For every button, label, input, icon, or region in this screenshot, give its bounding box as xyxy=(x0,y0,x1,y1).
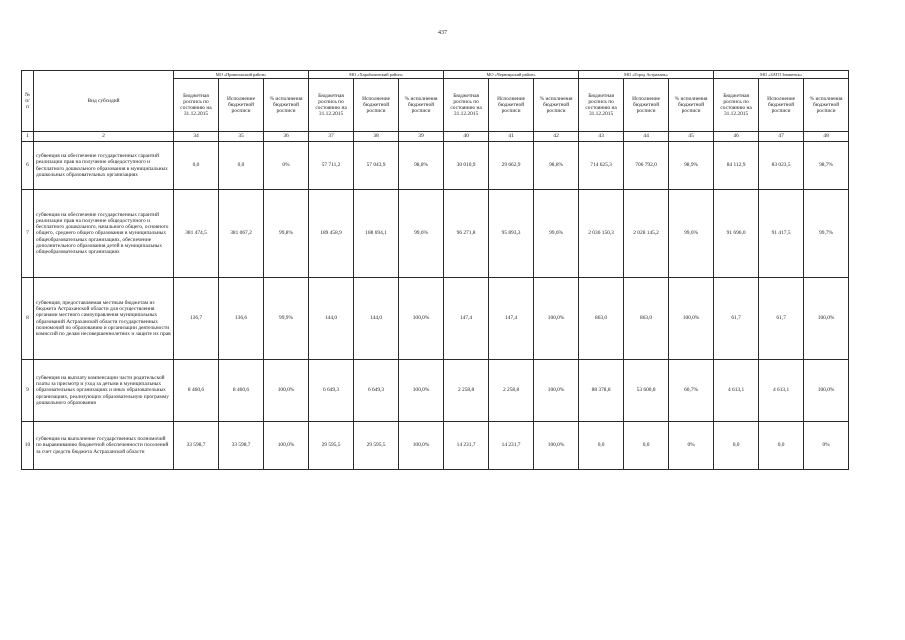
column-number: 38 xyxy=(354,132,399,142)
column-number: 47 xyxy=(759,132,804,142)
budget-value: 863,0 xyxy=(579,278,624,360)
execution-header: Исполнение бюджетной росписи xyxy=(759,79,804,132)
execution-value: 33 598,7 xyxy=(219,422,264,470)
subsidy-description: субвенция на выплату компенсации части родительской платы за присмотр и уход за детьми в муниципальных образовательных организациях и иных образовательных организациях, реализующих образовательную программу дошкольного образования xyxy=(34,360,174,422)
column-number: 39 xyxy=(399,132,444,142)
budget-value: 57 711,2 xyxy=(309,142,354,190)
row-number: 8 xyxy=(22,278,34,360)
execution-value: 57 043,9 xyxy=(354,142,399,190)
percent-value: 98,9% xyxy=(669,142,714,190)
execution-value: 14 231,7 xyxy=(489,422,534,470)
percent-value: 0% xyxy=(264,142,309,190)
table-row xyxy=(22,142,849,190)
row-number: 6 xyxy=(22,142,34,190)
column-number: 48 xyxy=(804,132,849,142)
execution-value: 0,0 xyxy=(624,422,669,470)
execution-value: 6 649,3 xyxy=(354,360,399,422)
subsidy-description: субвенция на обеспечение государственных гарантий реализации прав на получение общедоступного и бесплатного дошкольного образования в муниципальных дошкольных образовательных организациях xyxy=(34,142,174,190)
execution-value: 706 792,0 xyxy=(624,142,669,190)
percent-value: 100,0% xyxy=(534,278,579,360)
column-number: 44 xyxy=(624,132,669,142)
budget-value: 91 696,0 xyxy=(714,190,759,278)
column-number: 1 xyxy=(22,132,34,142)
region-header: МО «Город Астрахань» xyxy=(579,71,714,79)
column-number: 34 xyxy=(174,132,219,142)
execution-value: 61,7 xyxy=(759,278,804,360)
column-number: 46 xyxy=(714,132,759,142)
execution-value: 381 067,2 xyxy=(219,190,264,278)
budget-value: 189 458,9 xyxy=(309,190,354,278)
row-number: 7 xyxy=(22,190,34,278)
budget-value: 0,0 xyxy=(579,422,624,470)
percent-value: 0% xyxy=(804,422,849,470)
column-number: 43 xyxy=(579,132,624,142)
column-number: 37 xyxy=(309,132,354,142)
budget-value: 84 112,9 xyxy=(714,142,759,190)
row-number: 9 xyxy=(22,360,34,422)
execution-value: 0,0 xyxy=(759,422,804,470)
column-number: 35 xyxy=(219,132,264,142)
column-number: 2 xyxy=(34,132,174,142)
subsidy-description: субвенция на обеспечение государственных гарантий реализации прав на получение общедоступного и бесплатного дошкольного, начального общего, основного общего, среднего общего образования в муниципальных общеобразовательных организациях, обеспечение дополнительного образования детей в муниципальных общеобразовательных организациях xyxy=(34,190,174,278)
percent-value: 100,0% xyxy=(399,278,444,360)
table-row xyxy=(22,422,849,470)
percent-value: 100,0% xyxy=(534,422,579,470)
execution-header: Исполнение бюджетной росписи xyxy=(489,79,534,132)
row-number: 10 xyxy=(22,422,34,470)
budget-value: 714 625,3 xyxy=(579,142,624,190)
subsidy-type-header: Вид субсидий xyxy=(34,71,174,132)
region-header: МО «Приволжский район» xyxy=(174,71,309,79)
percent-value: 99,6% xyxy=(534,190,579,278)
execution-header: Исполнение бюджетной росписи xyxy=(354,79,399,132)
percent-header: % исполнения бюджетной росписи xyxy=(399,79,444,132)
column-number: 45 xyxy=(669,132,714,142)
table-row xyxy=(22,190,849,278)
budget-value: 144,0 xyxy=(309,278,354,360)
page-number: 437 xyxy=(438,30,447,36)
percent-value: 100,0% xyxy=(534,360,579,422)
column-number: 36 xyxy=(264,132,309,142)
budget-value: 0,0 xyxy=(174,142,219,190)
percent-value: 99,9% xyxy=(264,278,309,360)
percent-value: 98,8% xyxy=(399,142,444,190)
execution-value: 29 595,5 xyxy=(354,422,399,470)
budget-value: 88 378,8 xyxy=(579,360,624,422)
budget-value: 2 036 150,3 xyxy=(579,190,624,278)
execution-value: 147,4 xyxy=(489,278,534,360)
column-number: 41 xyxy=(489,132,534,142)
region-header: МО «Черноярский район» xyxy=(444,71,579,79)
budget-header: Бюджетная роспись по состоянию на 31.12.2015 xyxy=(579,79,624,132)
budget-value: 14 231,7 xyxy=(444,422,489,470)
budget-value: 6 649,3 xyxy=(309,360,354,422)
percent-value: 100,0% xyxy=(804,278,849,360)
percent-header: % исполнения бюджетной росписи xyxy=(534,79,579,132)
subsidy-table xyxy=(21,70,849,470)
column-number-row xyxy=(22,132,849,142)
table-row xyxy=(22,360,849,422)
percent-value: 60,7% xyxy=(669,360,714,422)
budget-value: 61,7 xyxy=(714,278,759,360)
column-number: 42 xyxy=(534,132,579,142)
percent-value: 99,6% xyxy=(399,190,444,278)
budget-value: 0,0 xyxy=(714,422,759,470)
execution-value: 29 662,9 xyxy=(489,142,534,190)
execution-value: 188 694,1 xyxy=(354,190,399,278)
percent-value: 100,0% xyxy=(399,360,444,422)
percent-value: 100,0% xyxy=(264,360,309,422)
percent-header: % исполнения бюджетной росписи xyxy=(804,79,849,132)
percent-value: 0% xyxy=(669,422,714,470)
execution-value: 4 613,1 xyxy=(759,360,804,422)
percent-value: 100,0% xyxy=(669,278,714,360)
budget-value: 33 598,7 xyxy=(174,422,219,470)
budget-header: Бюджетная роспись по состоянию на 31.12.2015 xyxy=(309,79,354,132)
percent-value: 100,0% xyxy=(264,422,309,470)
execution-value: 863,0 xyxy=(624,278,669,360)
table-row xyxy=(22,278,849,360)
execution-value: 2 028 145,2 xyxy=(624,190,669,278)
subsidy-description: субвенция на выполнение государственных полномочий по выравниванию бюджетной обеспеченности поселений за счет средств бюджета Астраханской области xyxy=(34,422,174,470)
percent-header: % исполнения бюджетной росписи xyxy=(264,79,309,132)
percent-value: 99,6% xyxy=(669,190,714,278)
row-number-header: № п/п xyxy=(22,71,34,132)
execution-value: 83 023,5 xyxy=(759,142,804,190)
percent-value: 99,8% xyxy=(264,190,309,278)
execution-value: 53 600,8 xyxy=(624,360,669,422)
region-header: МО «ЗАТО Знаменск» xyxy=(714,71,849,79)
budget-value: 29 595,5 xyxy=(309,422,354,470)
budget-value: 381 474,5 xyxy=(174,190,219,278)
budget-value: 147,4 xyxy=(444,278,489,360)
execution-value: 95 893,3 xyxy=(489,190,534,278)
region-header: МО «Харабалинский район» xyxy=(309,71,444,79)
percent-value: 99,7% xyxy=(804,190,849,278)
budget-value: 4 613,1 xyxy=(714,360,759,422)
budget-header: Бюджетная роспись по состоянию на 31.12.2015 xyxy=(174,79,219,132)
budget-value: 30 010,9 xyxy=(444,142,489,190)
percent-value: 100,0% xyxy=(804,360,849,422)
percent-header: % исполнения бюджетной росписи xyxy=(669,79,714,132)
execution-value: 136,6 xyxy=(219,278,264,360)
execution-value: 2 258,8 xyxy=(489,360,534,422)
execution-value: 91 417,5 xyxy=(759,190,804,278)
execution-value: 144,0 xyxy=(354,278,399,360)
region-header-row xyxy=(22,71,849,79)
budget-value: 8 460,6 xyxy=(174,360,219,422)
percent-value: 98,7% xyxy=(804,142,849,190)
execution-value: 8 460,6 xyxy=(219,360,264,422)
subsidy-description: субвенция, предоставляемая местным бюджетам из бюджета Астраханской области для осуществления органами местного самоуправления муниципальных образований Астраханской области государственных полномочий по образованию и организации деятельности комиссий по делам несовершеннолетних и защите их прав xyxy=(34,278,174,360)
budget-value: 96 271,8 xyxy=(444,190,489,278)
percent-value: 100,0% xyxy=(399,422,444,470)
budget-value: 136,7 xyxy=(174,278,219,360)
execution-header: Исполнение бюджетной росписи xyxy=(219,79,264,132)
execution-value: 0,0 xyxy=(219,142,264,190)
budget-header: Бюджетная роспись по состоянию на 31.12.2015 xyxy=(714,79,759,132)
column-number: 40 xyxy=(444,132,489,142)
budget-value: 2 258,8 xyxy=(444,360,489,422)
execution-header: Исполнение бюджетной росписи xyxy=(624,79,669,132)
budget-header: Бюджетная роспись по состоянию на 31.12.2015 xyxy=(444,79,489,132)
percent-value: 98,8% xyxy=(534,142,579,190)
